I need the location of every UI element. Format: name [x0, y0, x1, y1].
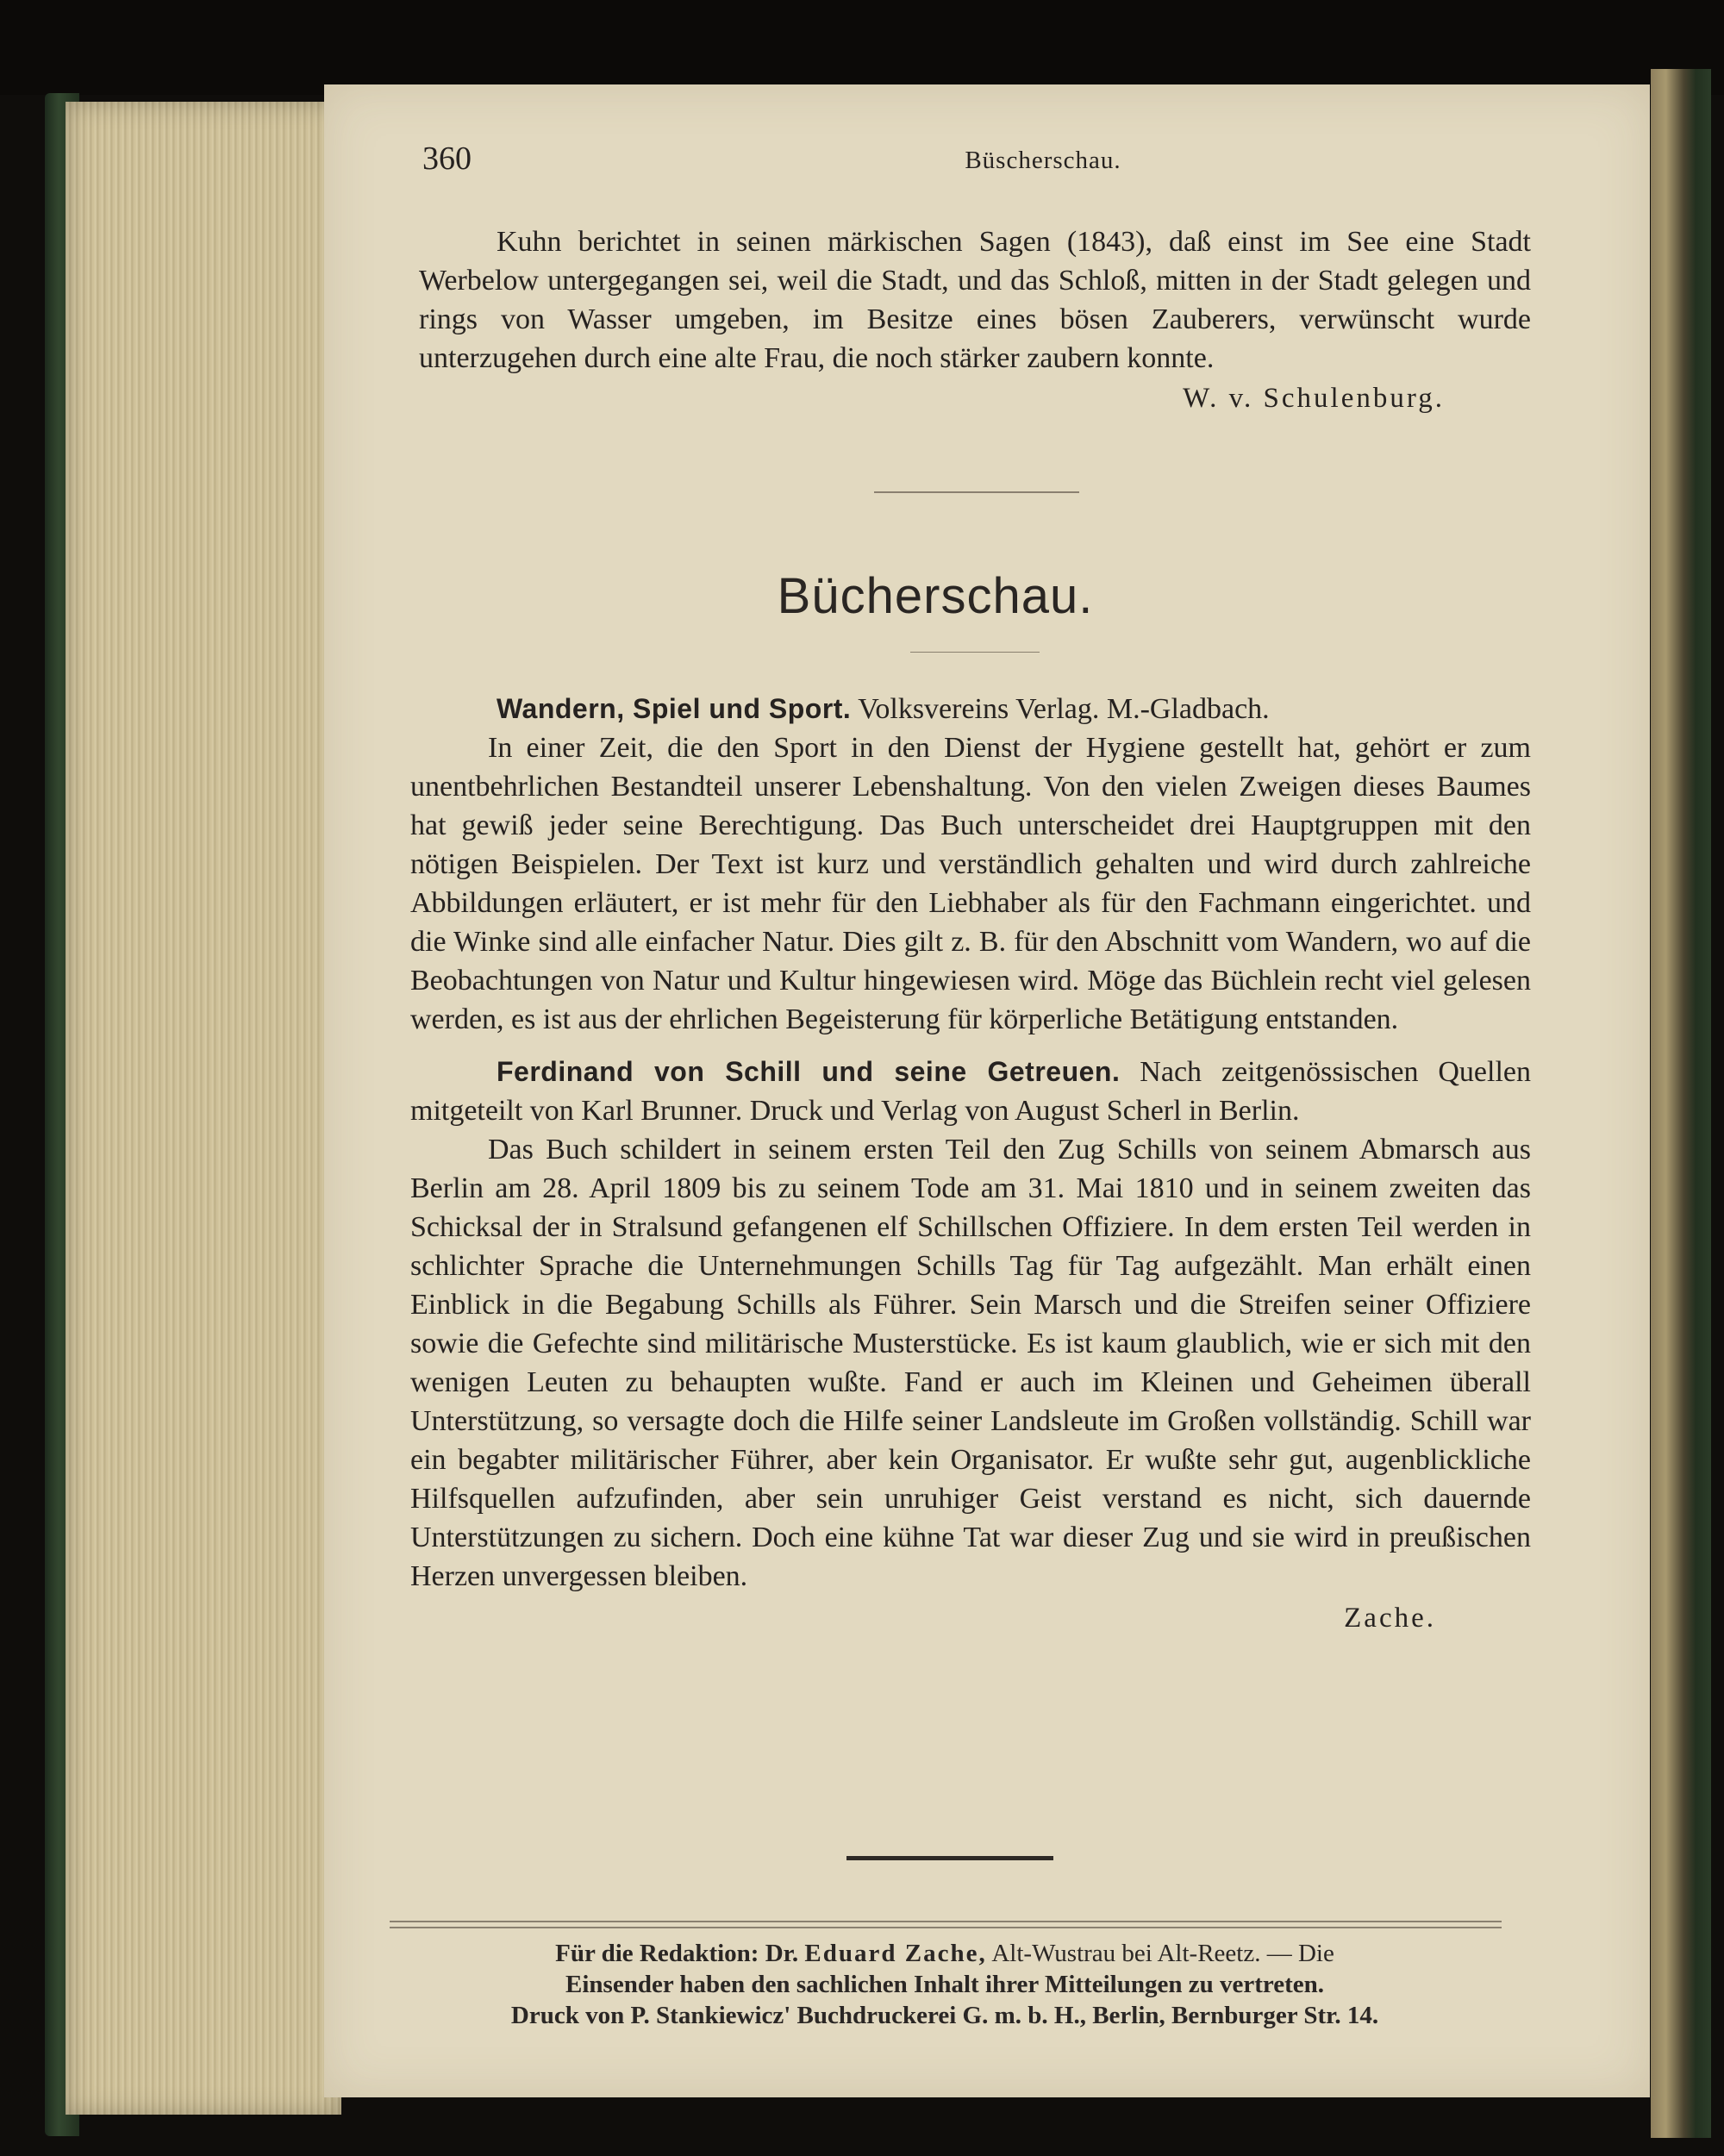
imprint-line-1-prefix: Für die Redaktion: Dr. [555, 1940, 799, 1967]
right-book-edge [1651, 69, 1711, 2138]
imprint-line-2: Einsender haben den sachlichen Inhalt ihrer Mitteilungen zu vertreten. [565, 1971, 1324, 1998]
imprint-line-3: Druck von P. Stankiewicz' Buchdruckerei G. m. b. H., Berlin, Bernburger Str. 14. [510, 2002, 1379, 2029]
heading-underline [910, 652, 1040, 653]
book-page [324, 84, 1650, 2097]
end-rule [846, 1856, 1053, 1860]
review-1-body: In einer Zeit, die den Sport in den Dienst der Hygiene gestellt hat, gehört er zum unentbehrlichen Bestandteil unserer Lebenshaltung. Von den vielen Zweigen dieses Baumes hat gewiß jeder seine Berechtigung. Das Buch unterscheidet drei Hauptgruppen mit den nötigen Beispielen. Der Text ist kurz und verständlich gehalten und wird durch zahlreiche Abbildungen erläutert, er ist mehr für den Liebhaber als für den Fachmann eingerichtet. und die Winke sind alle einfacher Natur. Dies gilt z. B. für den Abschnitt vom Wandern, wo auf die Beobachtungen von Natur und Kultur hingewiesen wird. Möge das Büchlein recht viel gelesen werden, es ist aus der ehrlichen Begeisterung für körperliche Betätigung entstanden. [410, 732, 1531, 1035]
scan-background [0, 0, 1724, 95]
separator-rule [874, 491, 1079, 493]
imprint-editor-name: Eduard Zache, [804, 1940, 987, 1967]
review-2-body: Das Buch schildert in seinem ersten Teil den Zug Schills von seinem Abmarsch aus Berlin am 28. April 1809 bis zu seinem Tode am 31. Mai 1810 und in seinem zweiten das Schicksal der in Stralsund gefangenen elf Schillschen Offiziere. In dem ersten Teil werden in schlichter Sprache die Unternehmungen Schills Tag für Tag aufgezählt. Man erhält einen Einblick in die Begabung Schills als Führer. Sein Marsch und die Streifen seiner Offiziere sowie die Gefechte sind militärische Musterstücke. Es ist kaum glaublich, wie er sich mit den wenigen Leuten zu behaupten wußte. Fand er auch im Kleinen und Geheimen überall Unterstützung, so versagte doch die Hilfe seiner Landsleute im Großen vollständig. Schill war ein begabter militärischer Führer, aber kein Organisator. Er wußte sehr gut, augenblickliche Hilfsquellen aufzufinden, aber sein unruhiger Geist verstand es nicht, sich dauernde Unterstützungen zu sichern. Doch eine kühne Tat war dieser Zug und sie wird in preußischen Herzen unvergessen bleiben. [410, 1134, 1531, 1592]
review-2 [410, 1053, 1531, 1130]
running-title: Büscherschau. [965, 147, 1121, 174]
reviews-section [410, 690, 1531, 1638]
footer-double-rule [390, 1921, 1502, 1928]
section-title: Bücherschau. [777, 568, 1094, 624]
review-1-title: Wandern, Spiel und Sport. [497, 693, 852, 724]
page-stack-edge [66, 102, 341, 2115]
imprint-line-1 [384, 1938, 1505, 1969]
review-1 [410, 690, 1531, 728]
imprint-line-1-suffix: Alt-Wustrau bei Alt-Reetz. — Die [991, 1940, 1334, 1967]
review-2-meta: Nach zeitgenössischen Quellen mitgeteilt von Karl Brunner. Druck und Verlag von August Scherl in Berlin. [410, 1056, 1532, 1127]
article-paragraph: Kuhn berichtet in seinen märkischen Sagen (1843), daß einst im See eine Stadt Werbelow untergegangen sei, weil die Stadt, und das Schloß, mitten in der Stadt gelegen und rings von Wasser umgeben, im Besitze eines bösen Zauberers, verwünscht wurde unterzugehen durch eine alte Frau, die noch stärker zaubern konnte. [419, 226, 1531, 374]
article-ending [419, 222, 1531, 418]
page-number: 360 [422, 141, 472, 177]
running-header [422, 140, 1405, 183]
imprint [384, 1938, 1505, 2031]
review-1-meta: Volksvereins Verlag. M.-Gladbach. [858, 693, 1270, 725]
article-signature: W. v. Schulenburg. [1183, 383, 1445, 414]
review-2-title: Ferdinand von Schill und seine Getreuen. [497, 1056, 1121, 1087]
review-2-signature: Zache. [1344, 1603, 1436, 1634]
